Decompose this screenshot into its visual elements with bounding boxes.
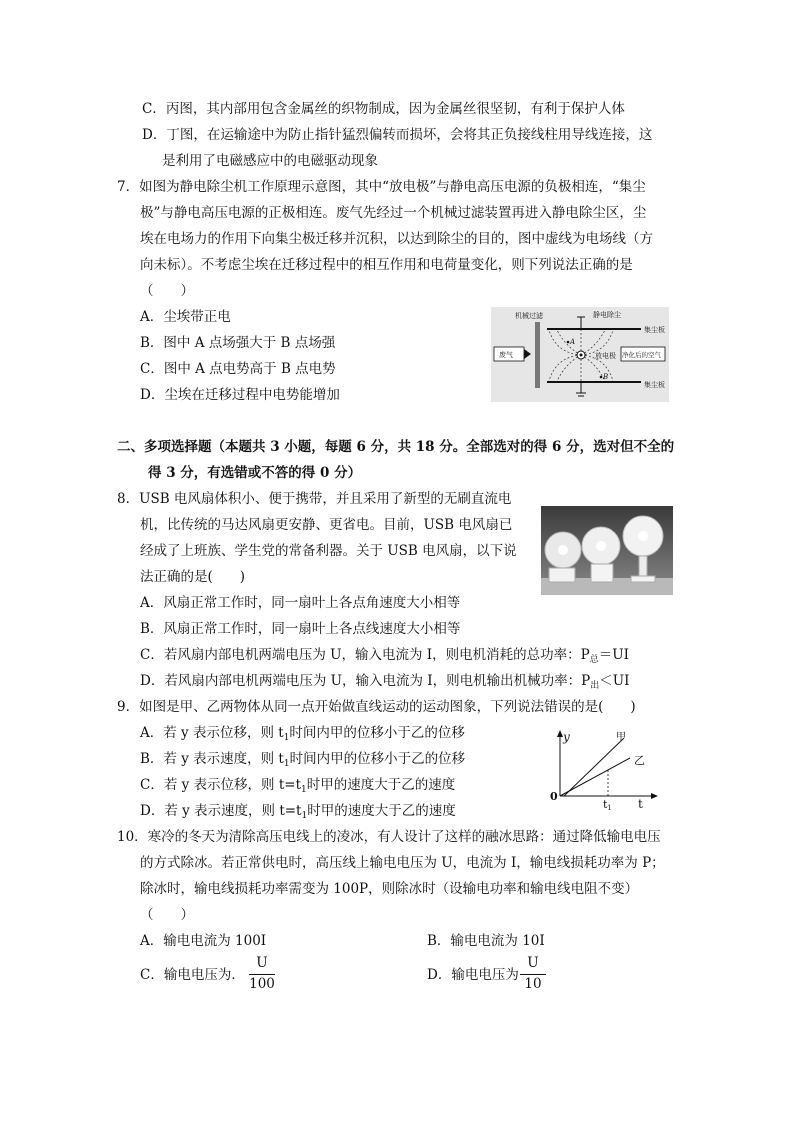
label-collector-bottom: 集尘板 bbox=[644, 382, 665, 389]
q7-stem-2: 极”与静电高压电源的正极相连。废气先经过一个机械过滤装置再进入静电除尘区，尘 bbox=[140, 205, 647, 221]
origin-label: 0 bbox=[550, 790, 558, 803]
q7-option-c: C．图中 A 点电势高于 B 点电势 bbox=[140, 361, 336, 377]
q8-stem-1: 8．USB 电风扇体积小、便于携带，并且采用了新型的无刷直流电 bbox=[117, 491, 512, 507]
q7-option-a: A．尘埃带正电 bbox=[140, 309, 231, 325]
q7-option-d: D．尘埃在迁移过程中电势能增加 bbox=[140, 387, 340, 403]
q8-option-a: A．风扇正常工作时，同一扇叶上各点角速度大小相等 bbox=[140, 595, 461, 611]
q10-stem-2: 的方式除冰。若正常供电时，高压线上输电电压为 U，电流为 I，输电线损耗功率为 P； bbox=[140, 855, 665, 871]
q10-option-d-fraction: U 10 bbox=[518, 955, 548, 994]
section-title: 二、多项选择题（本题共 3 小题，每题 6 分，共 18 分。全部选对的得 6 分，选对但不全的 bbox=[117, 439, 675, 455]
q7-option-b: B．图中 A 点场强大于 B 点场强 bbox=[140, 335, 336, 351]
q10-stem-1: 10．寒冷的冬天为清除高压电线上的凌冰，有人设计了这样的融冰思路：通过降低输电电压 bbox=[117, 829, 661, 845]
filter-plate bbox=[535, 322, 540, 388]
yi-line bbox=[560, 758, 630, 796]
q7-stem-4: 向未标）。不考虑尘埃在迁移过程中的相互作用和电荷量变化，则下列说法正确的是 bbox=[140, 257, 633, 273]
label-zone: 静电除尘 bbox=[593, 312, 621, 319]
q7-stem-3: 埃在电场力的作用下向集尘极迁移并沉积，以达到除尘的目的，图中虚线为电场线（方 bbox=[140, 231, 653, 247]
q10-stem-3: 除冰时，输电线损耗功率需变为 100P，则除冰时（设输电功率和输电线电阻不变） bbox=[140, 881, 639, 897]
q7-stem-1: 7．如图为静电除尘机工作原理示意图，其中“放电极”与静电高压电源的负极相连，“集尘 bbox=[117, 179, 646, 195]
motion-graph bbox=[546, 728, 661, 812]
point-a-dot bbox=[567, 341, 570, 344]
q8-stem-2: 机，比传统的马达风扇更安静、更省电。目前，USB 电风扇已 bbox=[140, 517, 513, 533]
q10-option-d: D．输电电压为 bbox=[427, 967, 519, 983]
label-in: 废气 bbox=[499, 352, 513, 359]
y-axis-label: y bbox=[563, 730, 570, 744]
yi-label: 乙 bbox=[634, 754, 645, 767]
q6-option-c: C．丙图，其内部用包含金属丝的织物制成，因为金属丝很坚韧，有利于保护人体 bbox=[142, 101, 625, 117]
label-collector-top: 集尘板 bbox=[644, 327, 665, 334]
usb-fan-photo bbox=[541, 506, 673, 595]
q10-option-c: C．输电电压为． bbox=[140, 967, 245, 983]
q10-option-b: B．输电电流为 10I bbox=[427, 933, 545, 949]
q6-option-d: D．丁图，在运输途中为防止指针猛烈偏转而损坏，会将其正负接线柱用导线连接，这 bbox=[142, 127, 653, 143]
jia-label: 甲 bbox=[616, 732, 626, 743]
point-a-label: A bbox=[570, 338, 576, 346]
label-out: 净化后的空气 bbox=[622, 352, 661, 359]
point-b-dot bbox=[600, 376, 603, 379]
q9-option-d: D．若 y 表示速度，则 $t=t_1$时甲的速度大于乙的速度 bbox=[140, 803, 456, 821]
q6-option-d-cont: 是利用了电磁感应中的电磁驱动现象 bbox=[162, 153, 378, 169]
q8-option-d: D．若风扇内部电机两端电压为 U，输入电流为 I，则电机输出机械功率：$P_出<UI$ bbox=[140, 673, 630, 691]
q8-option-c: C．若风扇内部电机两端电压为 U，输入电流为 I，则电机消耗的总功率：$P_总=UI$ bbox=[140, 647, 629, 665]
label-electrode: 放电极 bbox=[595, 353, 616, 360]
section-title-cont: 得 3 分，有选错或不答的得 0 分） bbox=[148, 465, 362, 481]
q9-option-b: B．若 y 表示速度，则 $t_1$时间内甲的位移小于乙的位移 bbox=[140, 751, 466, 769]
point-b-label: B bbox=[603, 373, 609, 381]
q10-option-c-fraction: U 100 bbox=[249, 955, 275, 992]
q8-stem-4: 法正确的是( ) bbox=[140, 569, 246, 585]
x-axis-label: t bbox=[638, 797, 643, 811]
q8-option-b: B．风扇正常工作时，同一扇叶上各点线速度大小相等 bbox=[140, 621, 461, 637]
q10-paren: （ ） bbox=[140, 907, 194, 923]
precipitator-diagram bbox=[491, 307, 669, 402]
q8-stem-3: 经成了上班族、学生党的常备利器。关于 USB 电风扇，以下说 bbox=[140, 543, 517, 559]
discharge-electrode-core bbox=[580, 354, 583, 357]
q9-option-a: A．若 y 表示位移，则 $t_1$时间内甲的位移小于乙的位移 bbox=[140, 725, 465, 743]
x-axis-arrow bbox=[651, 793, 658, 799]
t1-label: t1 bbox=[603, 798, 612, 812]
q9-option-c: C．若 y 表示位移，则 $t=t_1$时甲的速度大于乙的速度 bbox=[140, 777, 456, 795]
q9-stem: 9．如图是甲、乙两物体从同一点开始做直线运动的运动图象，下列说法错误的是( ) bbox=[117, 699, 636, 715]
jia-line bbox=[564, 738, 624, 796]
label-filter: 机械过滤 bbox=[515, 313, 543, 320]
q7-paren: （ ） bbox=[140, 283, 194, 299]
q10-option-a: A．输电电流为 100I bbox=[140, 933, 267, 949]
